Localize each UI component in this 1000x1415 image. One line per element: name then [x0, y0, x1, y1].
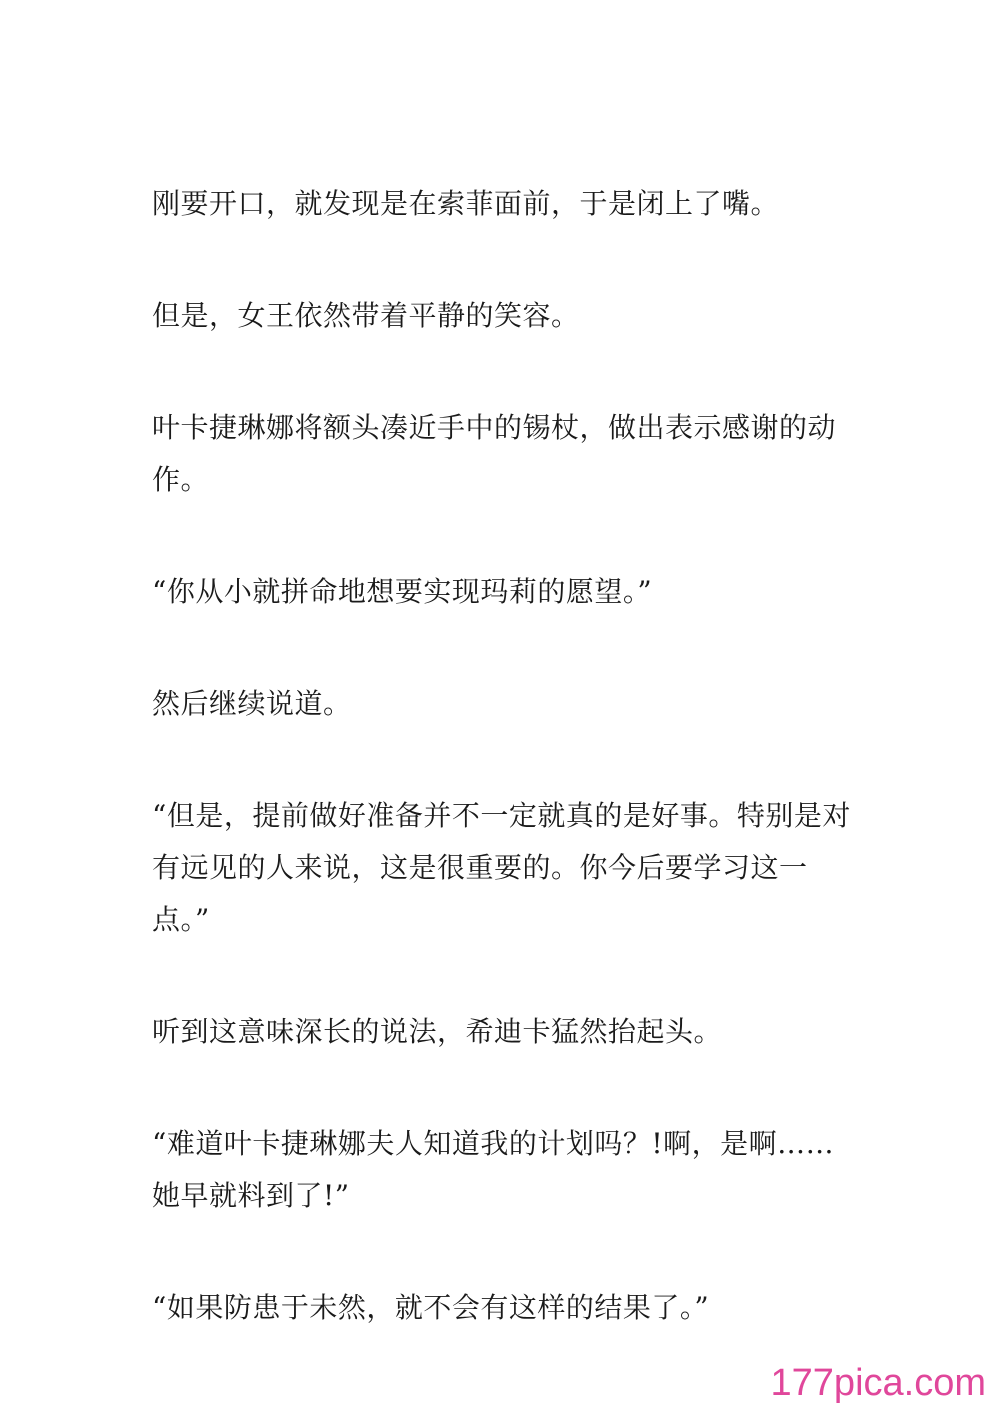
- document-body: [152, 178, 852, 1394]
- paragraph-5: 然后继续说道。: [152, 687, 352, 720]
- paragraph-2: 但是，女王依然带着平静的笑容。: [152, 299, 580, 332]
- paragraph-7: 听到这意味深长的说法，希迪卡猛然抬起头。: [152, 1015, 723, 1048]
- paragraph-1: 刚要开口，就发现是在索菲面前，于是闭上了嘴。: [152, 187, 780, 220]
- paragraph-8: “难道叶卡捷琳娜夫人知道我的计划吗？!啊，是啊……她早就料到了!”: [152, 1127, 835, 1212]
- paragraph-3: 叶卡捷琳娜将额头凑近手中的锡杖，做出表示感谢的动作。: [152, 411, 837, 496]
- paragraph-4: “你从小就拼命地想要实现玛莉的愿望。”: [152, 575, 653, 608]
- paragraph-9: “如果防患于未然，就不会有这样的结果了。”: [152, 1291, 710, 1324]
- paragraph-6: “但是，提前做好准备并不一定就真的是好事。特别是对有远见的人来说，这是很重要的。你今后要学习这一点。”: [152, 799, 851, 936]
- site-watermark: 177pica.com: [770, 1362, 986, 1404]
